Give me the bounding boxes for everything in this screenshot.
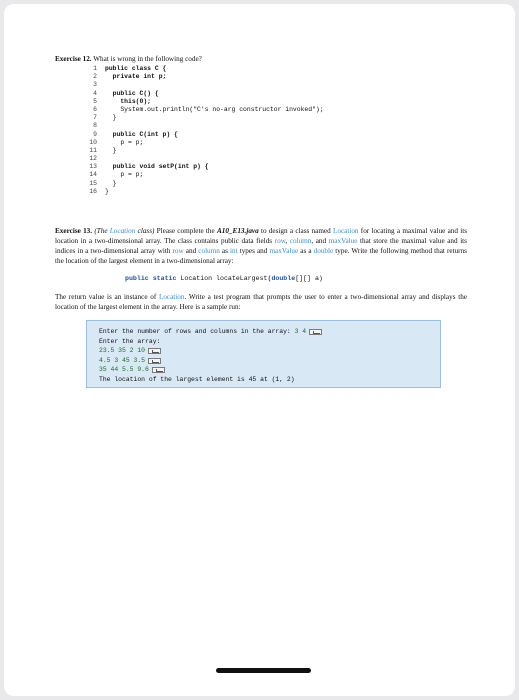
line-number: 13 bbox=[89, 163, 97, 171]
sample-run-input-row bbox=[99, 346, 440, 356]
enter-key-icon bbox=[148, 358, 161, 364]
sample-run-array-row: 35 44 5.5 9.6 bbox=[99, 366, 149, 374]
code-line bbox=[85, 65, 467, 73]
code-line bbox=[85, 81, 467, 89]
field-column: column bbox=[198, 247, 220, 255]
text-span: , and bbox=[311, 237, 329, 245]
text-span: that store the maximal value and its indices in a two-dimensional array with bbox=[55, 237, 467, 255]
code-line bbox=[85, 98, 467, 106]
code-listing bbox=[85, 65, 467, 196]
code-line bbox=[85, 155, 467, 163]
sample-run-prompt-row bbox=[99, 327, 440, 337]
sample-run-dims-input: 3 4 bbox=[294, 328, 307, 335]
line-number: 3 bbox=[93, 81, 97, 89]
field-maxvalue: maxValue bbox=[328, 237, 358, 245]
text-span: to design a class named bbox=[258, 227, 333, 235]
exercise-12-heading bbox=[55, 54, 467, 64]
field-row: row bbox=[172, 247, 184, 255]
enter-key-icon bbox=[309, 329, 322, 335]
sample-run-result-row bbox=[99, 375, 440, 385]
line-number: 2 bbox=[93, 73, 97, 81]
text-span: types and bbox=[237, 247, 270, 255]
sample-run-input-row bbox=[99, 365, 440, 375]
code-text: } bbox=[105, 187, 109, 195]
class-name-location: Location bbox=[332, 227, 359, 235]
code-line bbox=[85, 188, 467, 196]
line-number: 9 bbox=[93, 130, 97, 138]
sample-run-box bbox=[86, 320, 441, 388]
text-span: , bbox=[285, 237, 290, 245]
exercise-13-title: Exercise 13. bbox=[55, 227, 93, 235]
text-span: for locating a maximal value and its location in a two-dimensional array. The class contains public data fields bbox=[55, 227, 468, 245]
code-text: } bbox=[105, 179, 117, 187]
code-line bbox=[85, 114, 467, 122]
sample-run-enter-array-row bbox=[99, 337, 440, 347]
code-text: this(0); bbox=[105, 97, 152, 105]
code-line bbox=[85, 73, 467, 81]
sample-run-array-row: 4.5 3 45 3.5 bbox=[99, 356, 146, 364]
signature-param-rest: [][] a) bbox=[295, 275, 323, 282]
code-line bbox=[85, 122, 467, 130]
line-number: 14 bbox=[89, 171, 97, 179]
sample-run-array-row: 23.5 35 2 10 bbox=[99, 347, 146, 355]
field-row: row bbox=[274, 237, 286, 245]
code-line bbox=[85, 90, 467, 98]
text-span: The return value is an instance of bbox=[55, 293, 159, 301]
line-number: 4 bbox=[93, 89, 97, 97]
code-line bbox=[85, 171, 467, 179]
exercise-12-question: What is wrong in the following code? bbox=[91, 55, 202, 63]
line-number: 8 bbox=[93, 122, 97, 130]
signature-method-name: locateLargest bbox=[216, 275, 268, 282]
method-signature bbox=[125, 274, 467, 284]
code-text: public C() { bbox=[105, 89, 159, 97]
line-number: 15 bbox=[89, 179, 97, 187]
sample-run-enter-array: Enter the array: bbox=[99, 337, 161, 345]
text-span: and bbox=[183, 247, 199, 255]
exercise-13-instructions bbox=[55, 292, 467, 312]
exercise-13-paragraph bbox=[55, 226, 467, 266]
code-text: p = p; bbox=[105, 171, 144, 179]
code-line bbox=[85, 163, 467, 171]
code-line bbox=[85, 131, 467, 139]
code-line bbox=[85, 180, 467, 188]
spacer bbox=[55, 196, 467, 226]
code-text: p = p; bbox=[105, 138, 144, 146]
type-double: double bbox=[313, 247, 334, 255]
text-span: . Write a test program that prompts the user to enter a two-dimensional array and displays the location of the largest element in the array. Here is a sample run: bbox=[55, 293, 467, 311]
field-column: column bbox=[289, 237, 312, 245]
sample-run-input-row bbox=[99, 356, 440, 366]
code-text: public C(int p) { bbox=[105, 130, 178, 138]
signature-return-type: Location bbox=[176, 275, 217, 282]
exercise-13-subtitle-open: (The bbox=[92, 227, 110, 235]
sample-run-result: The location of the largest element is 45 at (1, 2) bbox=[99, 375, 295, 383]
code-line bbox=[85, 139, 467, 147]
text-span: as a bbox=[298, 247, 314, 255]
text-span: Please complete the bbox=[154, 227, 217, 235]
line-number: 10 bbox=[89, 138, 97, 146]
field-maxvalue: maxValue bbox=[269, 247, 299, 255]
exercise-13-subtitle-close: class) bbox=[135, 227, 155, 235]
code-text: private int p; bbox=[105, 73, 167, 81]
code-line bbox=[85, 147, 467, 155]
filename: A10_E13.java bbox=[216, 227, 259, 235]
line-number: 5 bbox=[93, 97, 97, 105]
code-line bbox=[85, 106, 467, 114]
enter-key-icon bbox=[152, 367, 165, 373]
exercise-13-subtitle-class: Location bbox=[109, 227, 136, 235]
home-indicator[interactable] bbox=[216, 668, 311, 673]
text-span: type. Write the following method that returns the location of the largest element in a two-dimensional array: bbox=[55, 247, 467, 265]
type-int: int bbox=[230, 247, 238, 255]
class-name-location: Location bbox=[158, 293, 185, 301]
line-number: 12 bbox=[89, 155, 97, 163]
code-text: System.out.println("C's no-arg constructor invoked"); bbox=[105, 105, 324, 113]
document-page bbox=[4, 4, 515, 696]
code-text: public class C { bbox=[105, 65, 167, 72]
line-number: 16 bbox=[89, 187, 97, 195]
line-number: 1 bbox=[93, 65, 97, 72]
text-span: as bbox=[219, 247, 231, 255]
enter-key-icon bbox=[148, 348, 161, 354]
exercise-12-title: Exercise 12. bbox=[55, 55, 92, 63]
signature-param-type: (double bbox=[267, 275, 296, 282]
line-number: 7 bbox=[93, 114, 97, 122]
code-text: } bbox=[105, 146, 117, 154]
document-content bbox=[55, 54, 467, 388]
code-text: public void setP(int p) { bbox=[105, 163, 209, 171]
code-text: } bbox=[105, 114, 117, 122]
signature-modifiers: public static bbox=[125, 275, 177, 282]
line-number: 11 bbox=[89, 146, 97, 154]
sample-run-prompt: Enter the number of rows and columns in the array: bbox=[99, 328, 295, 335]
line-number: 6 bbox=[93, 105, 97, 113]
